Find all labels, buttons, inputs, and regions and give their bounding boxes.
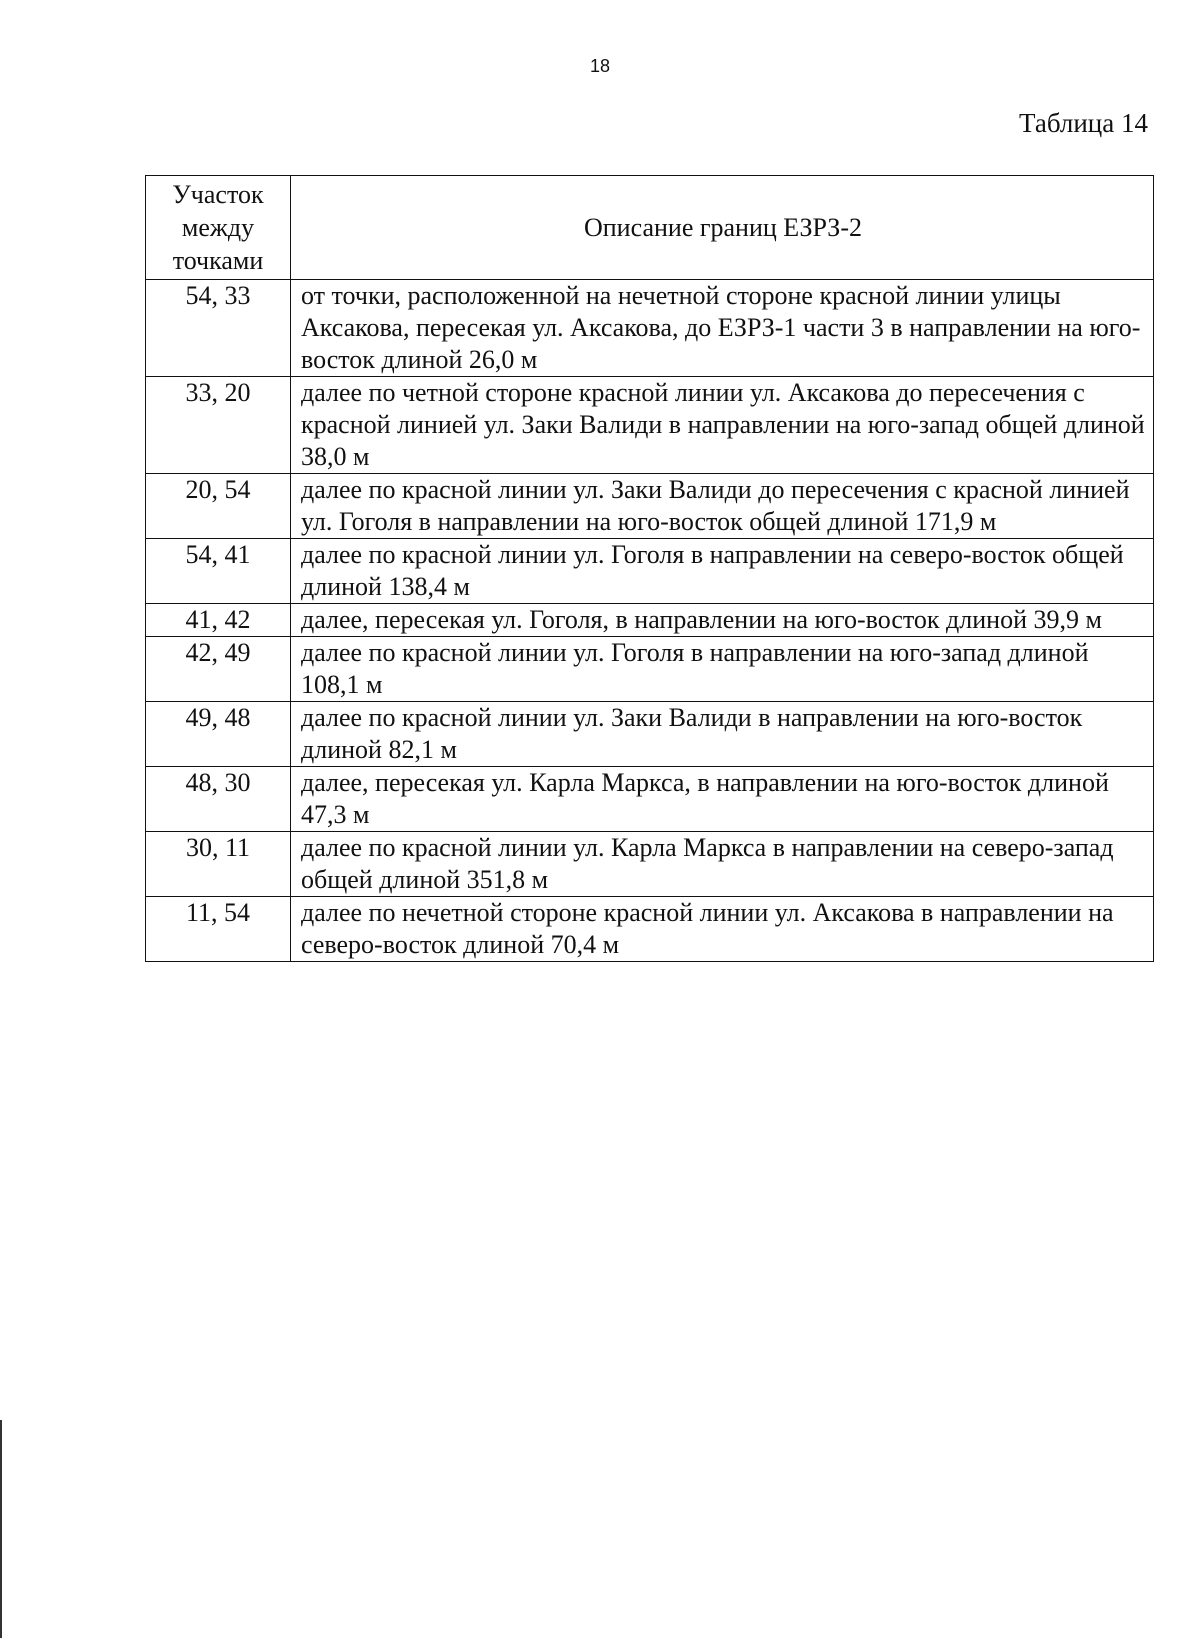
description-cell: далее по красной линии ул. Заки Валиди в направлении на юго-восток длиной 82,1 м	[291, 702, 1154, 767]
table-header-row	[146, 176, 1154, 280]
segment-cell: 41, 42	[146, 604, 291, 637]
boundary-table	[145, 175, 1154, 962]
description-cell: далее, пересекая ул. Гоголя, в направлении на юго-восток длиной 39,9 м	[291, 604, 1154, 637]
table-row	[146, 767, 1154, 832]
table-row	[146, 897, 1154, 962]
scan-edge-line	[0, 1420, 2, 1638]
table-row	[146, 604, 1154, 637]
description-cell: далее по четной стороне красной линии ул. Аксакова до пересечения с красной линией ул. Заки Валиди в направлении на юго-запад общей длиной 38,0 м	[291, 377, 1154, 474]
description-cell: далее по красной линии ул. Карла Маркса в направлении на северо-запад общей длиной 351,8 м	[291, 832, 1154, 897]
table-row	[146, 539, 1154, 604]
header-description: Описание границ ЕЗРЗ-2	[291, 176, 1154, 280]
table-row	[146, 377, 1154, 474]
segment-cell: 30, 11	[146, 832, 291, 897]
description-cell: далее по красной линии ул. Заки Валиди до пересечения с красной линией ул. Гоголя в направлении на юго-восток общей длиной 171,9 м	[291, 474, 1154, 539]
description-cell: далее по красной линии ул. Гоголя в направлении на северо-восток общей длиной 138,4 м	[291, 539, 1154, 604]
segment-cell: 49, 48	[146, 702, 291, 767]
description-cell: далее, пересекая ул. Карла Маркса, в направлении на юго-восток длиной 47,3 м	[291, 767, 1154, 832]
segment-cell: 54, 41	[146, 539, 291, 604]
segment-cell: 11, 54	[146, 897, 291, 962]
header-segment: Участок между точками	[146, 176, 291, 280]
segment-cell: 48, 30	[146, 767, 291, 832]
page-number: 18	[589, 56, 611, 76]
description-cell: от точки, расположенной на нечетной стороне красной линии улицы Аксакова, пересекая ул. Аксакова, до ЕЗРЗ-1 части 3 в направлении на юго-восток длиной 26,0 м	[291, 280, 1154, 377]
table-row	[146, 702, 1154, 767]
segment-cell: 20, 54	[146, 474, 291, 539]
table-row	[146, 474, 1154, 539]
description-cell: далее по красной линии ул. Гоголя в направлении на юго-запад длиной 108,1 м	[291, 637, 1154, 702]
segment-cell: 54, 33	[146, 280, 291, 377]
description-cell: далее по нечетной стороне красной линии ул. Аксакова в направлении на северо-восток длиной 70,4 м	[291, 897, 1154, 962]
table-row	[146, 637, 1154, 702]
table-caption: Таблица 14	[1019, 108, 1148, 138]
segment-cell: 33, 20	[146, 377, 291, 474]
table-row	[146, 280, 1154, 377]
table-row	[146, 832, 1154, 897]
segment-cell: 42, 49	[146, 637, 291, 702]
